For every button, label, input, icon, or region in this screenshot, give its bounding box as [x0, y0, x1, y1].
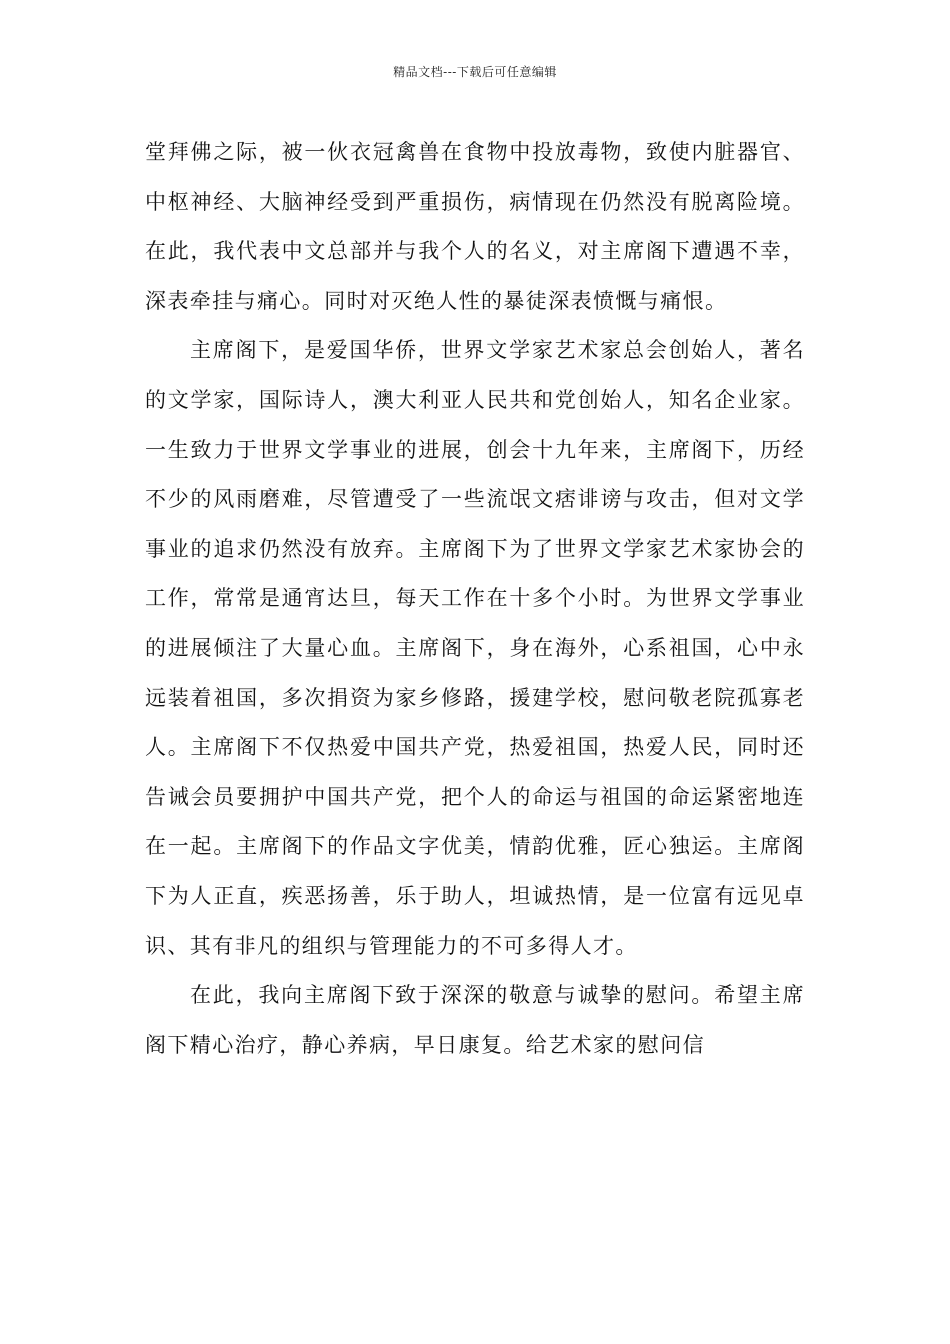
page-header: 精品文档---下载后可任意编辑: [393, 65, 557, 79]
document-body: [145, 128, 805, 1070]
paragraph-closing: 在此，我向主席阁下致于深深的敬意与诚挚的慰问。希望主席阁下精心治疗，静心养病，早日康复。给艺术家的慰问信: [145, 983, 805, 1057]
paragraph-chairman-profile: 主席阁下，是爱国华侨，世界文学家艺术家总会创始人，著名的文学家，国际诗人，澳大利亚人民共和党创始人，知名企业家。一生致力于世界文学事业的进展，创会十九年来，主席阁下，历经不少的风雨磨难，尽管遭受了一些流氓文痞诽谤与攻击，但对文学事业的追求仍然没有放弃。主席阁下为了世界文学家艺术家协会的工作，常常是通宵达旦，每天工作在十多个小时。为世界文学事业的进展倾注了大量心血。主席阁下，身在海外，心系祖国，心中永远装着祖国，多次捐资为家乡修路，援建学校，慰问敬老院孤寡老人。主席阁下不仅热爱中国共产党，热爱祖国，热爱人民，同时还告诫会员要拥护中国共产党，把个人的命运与祖国的命运紧密地连在一起。主席阁下的作品文字优美，情韵优雅，匠心独运。主席阁下为人正直，疾恶扬善，乐于助人，坦诚热情，是一位富有远见卓识、其有非凡的组织与管理能力的不可多得人才。: [145, 338, 805, 958]
paragraph-continuation: 堂拜佛之际，被一伙衣冠禽兽在食物中投放毒物，致使内脏器官、中枢神经、大脑神经受到严重损伤，病情现在仍然没有脱离险境。在此，我代表中文总部并与我个人的名义，对主席阁下遭遇不幸，深表牵挂与痛心。同时对灭绝人性的暴徒深表愤慨与痛恨。: [145, 140, 805, 313]
